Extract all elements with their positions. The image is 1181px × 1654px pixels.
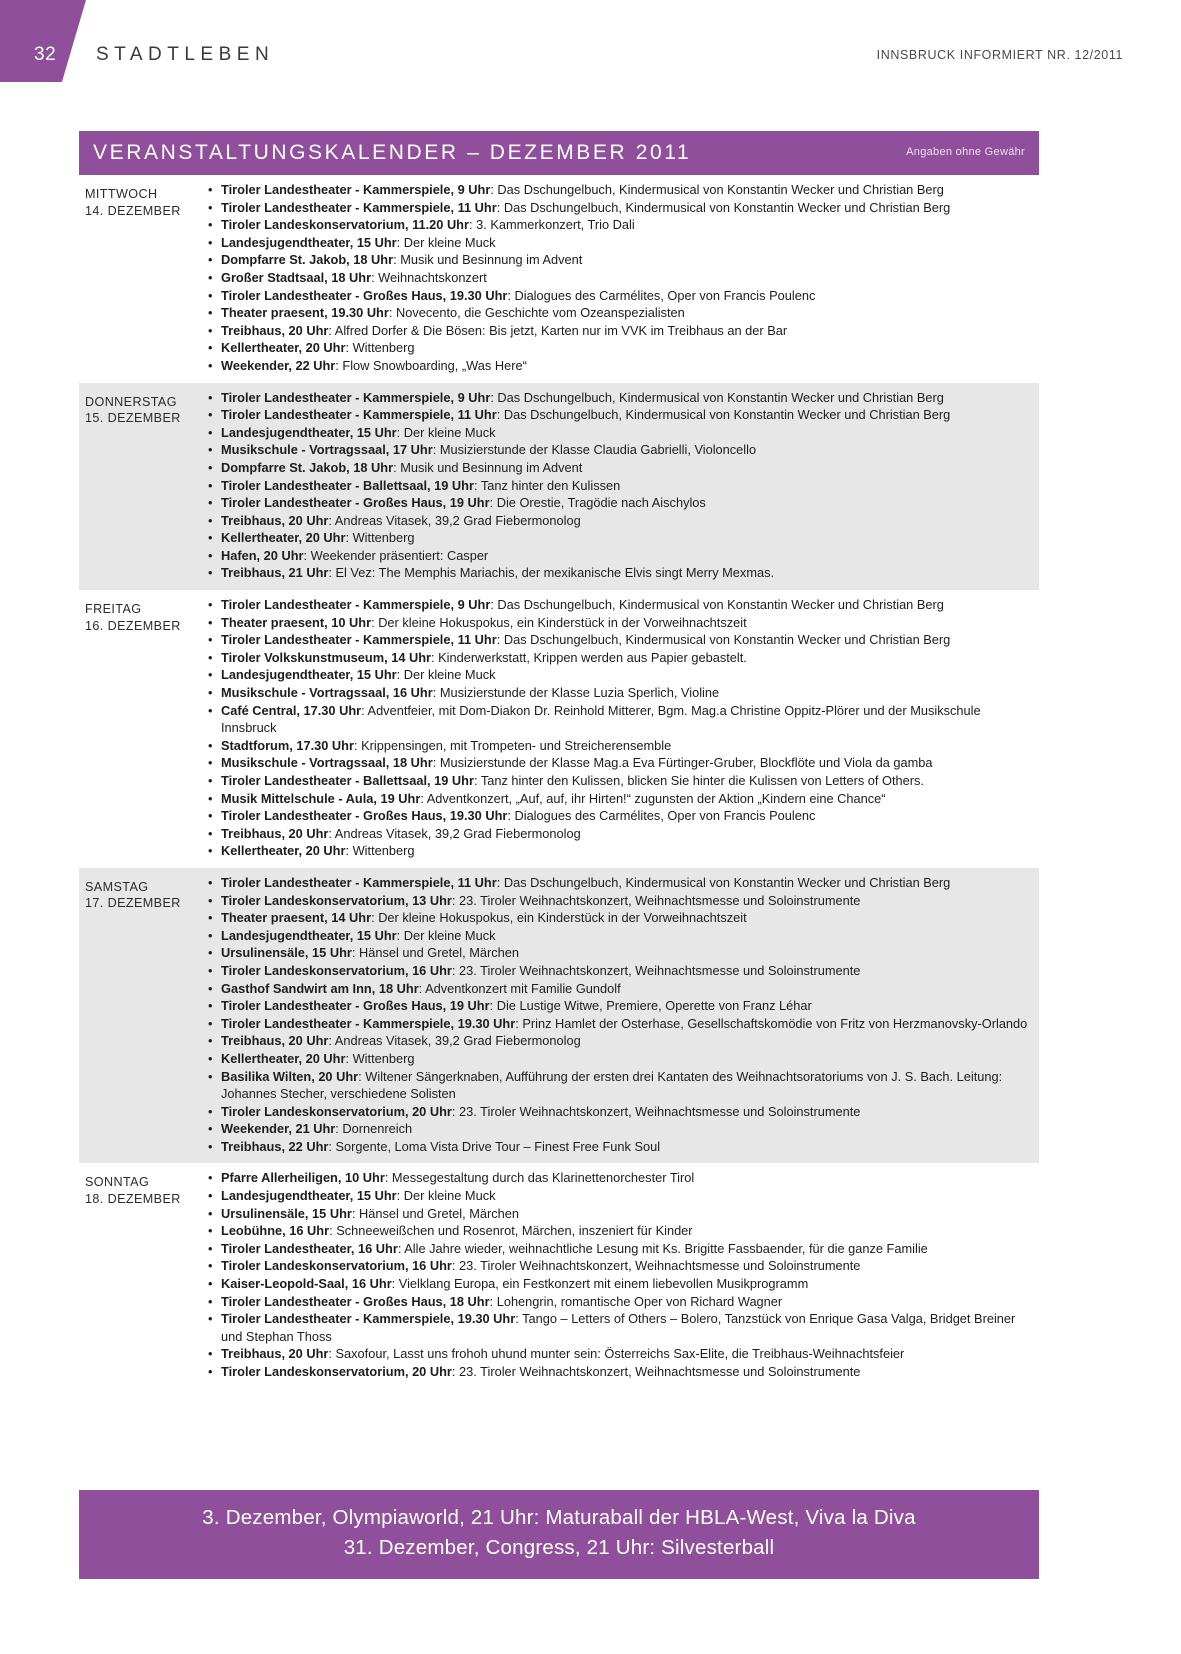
event-venue: Treibhaus, 20 Uhr (221, 512, 329, 528)
event-description: : 23. Tiroler Weihnachtskonzert, Weihnachtsmesse und Soloinstrumente (451, 892, 861, 908)
event-item (207, 441, 1029, 459)
event-item (207, 614, 1029, 632)
event-venue: Treibhaus, 20 Uhr (221, 825, 329, 841)
event-list (207, 389, 1029, 583)
event-venue: Tiroler Landestheater - Großes Haus, 19 Uhr (221, 998, 490, 1014)
event-item (207, 1187, 1029, 1205)
event-item (207, 181, 1029, 199)
event-venue: Tiroler Landeskonservatorium, 16 Uhr (221, 1258, 452, 1274)
event-item (207, 424, 1029, 442)
event-description: : Andreas Vitasek, 39,2 Grad Fiebermonolog (328, 825, 581, 841)
day-events (207, 389, 1039, 583)
event-description: : Weihnachtskonzert (371, 269, 487, 285)
event-description: : Dialogues des Carmélites, Oper von Francis Poulenc (507, 287, 816, 303)
event-item (207, 737, 1029, 755)
event-venue: Treibhaus, 22 Uhr (221, 1138, 329, 1154)
event-description: : 23. Tiroler Weihnachtskonzert, Weihnachtsmesse und Soloinstrumente (451, 1364, 861, 1379)
event-description: : Wittenberg (345, 530, 415, 546)
event-item (207, 649, 1029, 667)
event-description: : Andreas Vitasek, 39,2 Grad Fiebermonolog (328, 512, 581, 528)
event-venue: Tiroler Landestheater - Großes Haus, 19.30 Uhr (221, 808, 508, 824)
event-item (207, 1120, 1029, 1138)
event-venue: Treibhaus, 20 Uhr (221, 1033, 329, 1049)
event-venue: Tiroler Landestheater - Kammerspiele, 19.30 Uhr (221, 1015, 516, 1031)
event-item (207, 216, 1029, 234)
event-item (207, 251, 1029, 269)
event-description: : Andreas Vitasek, 39,2 Grad Fiebermonolog (328, 1033, 581, 1049)
event-item (207, 825, 1029, 843)
event-description: : Das Dschungelbuch, Kindermusical von Konstantin Wecker und Christian Berg (490, 389, 944, 405)
event-description: : Dialogues des Carmélites, Oper von Francis Poulenc (507, 808, 816, 824)
day-date: 18. DEZEMBER (85, 1191, 181, 1206)
event-item (207, 1275, 1029, 1293)
event-item (207, 666, 1029, 684)
event-item (207, 1103, 1029, 1121)
event-item (207, 1068, 1029, 1103)
event-description: : Musizierstunde der Klasse Claudia Gabrielli, Violoncello (432, 442, 757, 458)
event-description: : Hänsel und Gretel, Märchen (351, 945, 520, 961)
event-venue: Theater praesent, 19.30 Uhr (221, 305, 389, 321)
event-item (207, 234, 1029, 252)
event-description: : Der kleine Muck (396, 1188, 496, 1204)
event-item (207, 287, 1029, 305)
event-description: : Novecento, die Geschichte vom Ozeanspezialisten (388, 305, 685, 321)
event-list (207, 181, 1029, 375)
event-list (207, 1169, 1029, 1380)
event-venue: Dompfarre St. Jakob, 18 Uhr (221, 252, 394, 268)
event-venue: Treibhaus, 20 Uhr (221, 322, 329, 338)
event-item (207, 477, 1029, 495)
event-item (207, 1032, 1029, 1050)
event-venue: Tiroler Landeskonservatorium, 13 Uhr (221, 892, 452, 908)
event-description: : Der kleine Muck (396, 234, 496, 250)
event-venue: Tiroler Landestheater - Ballettsaal, 19 Uhr (221, 477, 474, 493)
event-item (207, 389, 1029, 407)
event-description: : Das Dschungelbuch, Kindermusical von Konstantin Wecker und Christian Berg (490, 597, 944, 613)
day-weekday: MITTWOCH (85, 187, 158, 201)
event-item (207, 1205, 1029, 1223)
event-description: : Adventkonzert mit Familie Gundolf (418, 980, 621, 996)
issue-info: INNSBRUCK INFORMIERT NR. 12/2011 (876, 48, 1123, 62)
event-item (207, 1293, 1029, 1311)
event-description: : Adventkonzert, „Auf, auf, ihr Hirten!“ zugunsten der Aktion „Kindern eine Chance“ (420, 790, 886, 806)
event-description: : El Vez: The Memphis Mariachis, der mexikanische Elvis singt Merry Mexmas. (328, 565, 775, 581)
section-title: STADTLEBEN (96, 44, 275, 65)
event-venue: Leobühne, 16 Uhr (221, 1223, 330, 1239)
event-venue: Weekender, 22 Uhr (221, 357, 336, 373)
event-description: : Flow Snowboarding, „Was Here“ (335, 357, 527, 373)
event-item (207, 842, 1029, 860)
event-venue: Landesjugendtheater, 15 Uhr (221, 667, 397, 683)
event-description: : Die Orestie, Tragödie nach Aischylos (489, 495, 706, 511)
event-description: : Weekender präsentiert: Casper (303, 547, 489, 563)
event-venue: Ursulinensäle, 15 Uhr (221, 945, 352, 961)
event-venue: Café Central, 17.30 Uhr (221, 702, 362, 718)
event-description: : Tanz hinter den Kulissen (473, 477, 621, 493)
event-description: : Kinderwerkstatt, Krippen werden aus Papier gebastelt. (431, 649, 747, 665)
event-item (207, 807, 1029, 825)
event-item (207, 1015, 1029, 1033)
day-weekday: SONNTAG (85, 1175, 150, 1190)
event-item (207, 494, 1029, 512)
event-description: : Adventfeier, mit Dom-Diakon Dr. Reinhold Mitterer, Bgm. Mag.a Christine Oppitz-Plörer und der Musikschule Innsbruck (221, 702, 981, 736)
event-item (207, 980, 1029, 998)
day-label (79, 181, 207, 375)
calendar-day-row (79, 383, 1039, 591)
banner-line-1: 3. Dezember, Olympiaworld, 21 Uhr: Maturaball der HBLA-West, Viva la Diva (202, 1506, 916, 1529)
event-description: : Der kleine Muck (396, 667, 496, 683)
event-description: : Musizierstunde der Klasse Luzia Sperlich, Violine (432, 685, 720, 701)
event-description: : Wiltener Sängerknaben, Aufführung der ersten drei Kantaten des Weihnachtsoratoriums von J. S. Bach. Leitung: Johannes Stecher, verschiedene Solisten (221, 1068, 1003, 1102)
day-events (207, 596, 1039, 860)
event-description: : Musik und Besinnung im Advent (393, 252, 583, 268)
event-item (207, 702, 1029, 737)
event-item (207, 1363, 1029, 1381)
event-description: : Prinz Hamlet der Osterhase, Gesellschaftskomödie von Fritz von Herzmanovsky-Orlando (515, 1015, 1028, 1031)
event-venue: Großer Stadtsaal, 18 Uhr (221, 269, 372, 285)
event-description: : Lohengrin, romantische Oper von Richard Wagner (489, 1293, 783, 1309)
event-description: : Alfred Dorfer & Die Bösen: Bis jetzt, Karten nur im VVK im Treibhaus an der Bar (328, 322, 788, 338)
event-venue: Tiroler Landestheater - Kammerspiele, 11 Uhr (221, 407, 497, 423)
event-item (207, 1257, 1029, 1275)
event-venue: Kellertheater, 20 Uhr (221, 530, 346, 546)
event-list (207, 596, 1029, 860)
event-description: : Musik und Besinnung im Advent (393, 459, 583, 475)
event-venue: Tiroler Landestheater - Kammerspiele, 11 Uhr (221, 199, 497, 215)
calendar-day-row (79, 868, 1039, 1164)
event-description: : Dornenreich (335, 1121, 413, 1137)
calendar-day-row (79, 175, 1039, 383)
calendar-disclaimer: Angaben ohne Gewähr (906, 146, 1025, 158)
event-venue: Kellertheater, 20 Uhr (221, 1050, 346, 1066)
day-label (79, 596, 207, 860)
event-description: : Die Lustige Witwe, Premiere, Operette von Franz Léhar (489, 998, 812, 1014)
event-venue: Tiroler Landeskonservatorium, 20 Uhr (221, 1103, 452, 1119)
event-venue: Tiroler Landestheater - Kammerspiele, 11 Uhr (221, 632, 497, 648)
day-label (79, 389, 207, 583)
event-description: : Das Dschungelbuch, Kindermusical von Konstantin Wecker und Christian Berg (496, 632, 951, 648)
event-item (207, 512, 1029, 530)
event-venue: Tiroler Landestheater - Kammerspiele, 9 Uhr (221, 597, 491, 613)
event-item (207, 1345, 1029, 1363)
event-item (207, 1222, 1029, 1240)
event-description: : Das Dschungelbuch, Kindermusical von Konstantin Wecker und Christian Berg (490, 182, 944, 197)
event-venue: Kellertheater, 20 Uhr (221, 843, 346, 859)
event-item (207, 631, 1029, 649)
event-item (207, 909, 1029, 927)
day-events (207, 181, 1039, 375)
event-venue: Tiroler Landestheater - Kammerspiele, 19.30 Uhr (221, 1311, 516, 1327)
event-venue: Tiroler Landestheater - Ballettsaal, 19 Uhr (221, 773, 474, 788)
event-description: : Wittenberg (345, 340, 415, 356)
event-venue: Landesjugendtheater, 15 Uhr (221, 927, 397, 943)
event-description: : Krippensingen, mit Trompeten- und Streicherensemble (353, 737, 672, 753)
event-description: : Alle Jahre wieder, weihnachtliche Lesung mit Ks. Brigitte Fassbaender, für die ganze Familie (397, 1240, 928, 1256)
event-venue: Musik Mittelschule - Aula, 19 Uhr (221, 790, 421, 806)
event-description: : Wittenberg (345, 1050, 415, 1066)
event-description: : Das Dschungelbuch, Kindermusical von Konstantin Wecker und Christian Berg (496, 199, 951, 215)
event-item (207, 684, 1029, 702)
event-venue: Weekender, 21 Uhr (221, 1121, 336, 1137)
event-venue: Dompfarre St. Jakob, 18 Uhr (221, 459, 394, 475)
event-description: : Schneeweißchen und Rosenrot, Märchen, inszeniert für Kinder (329, 1223, 693, 1239)
event-item (207, 1240, 1029, 1258)
event-venue: Treibhaus, 20 Uhr (221, 1346, 329, 1362)
event-item (207, 269, 1029, 287)
page-header (0, 0, 1181, 100)
banner-line-2: 31. Dezember, Congress, 21 Uhr: Silvesterball (343, 1536, 775, 1559)
event-item (207, 997, 1029, 1015)
event-description: : Vielklang Europa, ein Festkonzert mit einem liebevollen Musikprogramm (391, 1276, 809, 1292)
day-events (207, 1169, 1039, 1380)
event-list (207, 874, 1029, 1156)
event-item (207, 596, 1029, 614)
event-item (207, 564, 1029, 582)
calendar-days (79, 175, 1039, 1389)
event-venue: Tiroler Landestheater - Großes Haus, 19 Uhr (221, 495, 490, 511)
event-venue: Tiroler Landeskonservatorium, 11.20 Uhr (221, 217, 469, 233)
event-description: : Saxofour, Lasst uns frohoh uhund munter sein: Österreichs Sax-Elite, die Treibhaus-Weihnachtsfeier (328, 1346, 905, 1362)
event-venue: Basilika Wilten, 20 Uhr (221, 1068, 359, 1084)
event-description: : Messegestaltung durch das Klarinettenorchester Tirol (384, 1170, 695, 1186)
event-item (207, 754, 1029, 772)
event-item (207, 339, 1029, 357)
event-venue: Musikschule - Vortragssaal, 17 Uhr (221, 442, 433, 458)
event-venue: Tiroler Landestheater - Kammerspiele, 11 Uhr (221, 874, 497, 890)
event-venue: Ursulinensäle, 15 Uhr (221, 1205, 352, 1221)
event-item (207, 1310, 1029, 1345)
event-item (207, 874, 1029, 892)
event-venue: Theater praesent, 10 Uhr (221, 614, 372, 630)
event-description: : Tanz hinter den Kulissen, blicken Sie hinter die Kulissen von Letters of Others. (473, 773, 924, 788)
calendar-titlebar (79, 131, 1039, 175)
day-weekday: DONNERSTAG (85, 394, 177, 409)
event-venue: Hafen, 20 Uhr (221, 547, 304, 563)
event-venue: Theater praesent, 14 Uhr (221, 910, 372, 926)
day-label (79, 1169, 207, 1380)
event-item (207, 304, 1029, 322)
event-item (207, 459, 1029, 477)
event-item (207, 322, 1029, 340)
event-item (207, 962, 1029, 980)
event-venue: Landesjugendtheater, 15 Uhr (221, 234, 397, 250)
day-date: 16. DEZEMBER (85, 618, 181, 633)
event-venue: Musikschule - Vortragssaal, 18 Uhr (221, 755, 433, 771)
event-description: : Sorgente, Loma Vista Drive Tour – Finest Free Funk Soul (328, 1138, 661, 1154)
event-item (207, 547, 1029, 565)
highlight-banner (79, 1490, 1039, 1579)
event-venue: Landesjugendtheater, 15 Uhr (221, 1188, 397, 1204)
event-venue: Tiroler Landestheater - Großes Haus, 19.30 Uhr (221, 287, 508, 303)
event-item (207, 199, 1029, 217)
event-item (207, 1138, 1029, 1156)
event-description: : 23. Tiroler Weihnachtskonzert, Weihnachtsmesse und Soloinstrumente (451, 962, 861, 978)
page-number: 32 (34, 44, 57, 65)
event-item (207, 529, 1029, 547)
event-description: : Der kleine Hokuspokus, ein Kinderstück in der Vorweihnachtszeit (371, 910, 747, 926)
event-venue: Tiroler Landestheater, 16 Uhr (221, 1240, 398, 1256)
event-item (207, 944, 1029, 962)
event-description: : Das Dschungelbuch, Kindermusical von Konstantin Wecker und Christian Berg (496, 407, 951, 423)
event-venue: Treibhaus, 21 Uhr (221, 565, 329, 581)
day-weekday: FREITAG (85, 602, 142, 617)
calendar-day-row (79, 1163, 1039, 1388)
event-venue: Tiroler Landestheater - Kammerspiele, 9 Uhr (221, 182, 491, 197)
event-description: : Musizierstunde der Klasse Mag.a Eva Fürtinger-Gruber, Blockflöte und Viola da gamba (432, 755, 933, 771)
day-date: 14. DEZEMBER (85, 203, 181, 218)
event-description: : Der kleine Muck (396, 927, 496, 943)
event-description: : 23. Tiroler Weihnachtskonzert, Weihnachtsmesse und Soloinstrumente (451, 1103, 861, 1119)
event-description: : Hänsel und Gretel, Märchen (351, 1205, 520, 1221)
event-description: : Tango – Letters of Others – Bolero, Tanzstück von Enrique Gasa Valga, Bridget Breiner und Stephan Thoss (221, 1311, 1016, 1344)
event-item (207, 772, 1029, 790)
event-description: : Der kleine Hokuspokus, ein Kinderstück in der Vorweihnachtszeit (371, 614, 747, 630)
event-venue: Tiroler Landestheater - Großes Haus, 18 Uhr (221, 1293, 490, 1309)
event-description: : 23. Tiroler Weihnachtskonzert, Weihnachtsmesse und Soloinstrumente (451, 1258, 861, 1274)
event-item (207, 927, 1029, 945)
event-calendar (79, 131, 1039, 1389)
day-events (207, 874, 1039, 1156)
calendar-day-row (79, 590, 1039, 868)
day-date: 15. DEZEMBER (85, 411, 181, 426)
calendar-title: VERANSTALTUNGSKALENDER – DEZEMBER 2011 (93, 141, 692, 164)
event-venue: Gasthof Sandwirt am Inn, 18 Uhr (221, 980, 419, 996)
event-item (207, 790, 1029, 808)
event-venue: Tiroler Landestheater - Kammerspiele, 9 Uhr (221, 389, 491, 405)
event-venue: Tiroler Landeskonservatorium, 20 Uhr (221, 1364, 452, 1379)
event-item (207, 1050, 1029, 1068)
event-item (207, 892, 1029, 910)
event-item (207, 406, 1029, 424)
day-date: 17. DEZEMBER (85, 896, 181, 911)
event-venue: Kellertheater, 20 Uhr (221, 340, 346, 356)
day-weekday: SAMSTAG (85, 879, 149, 894)
day-label (79, 874, 207, 1156)
event-description: : Der kleine Muck (396, 424, 496, 440)
event-venue: Musikschule - Vortragssaal, 16 Uhr (221, 685, 433, 701)
event-venue: Landesjugendtheater, 15 Uhr (221, 424, 397, 440)
event-venue: Tiroler Volkskunstmuseum, 14 Uhr (221, 649, 432, 665)
page-corner-tab (0, 0, 86, 82)
event-description: : Wittenberg (345, 843, 415, 859)
event-item (207, 1169, 1029, 1187)
event-venue: Kaiser-Leopold-Saal, 16 Uhr (221, 1276, 392, 1292)
event-description: : Das Dschungelbuch, Kindermusical von Konstantin Wecker und Christian Berg (496, 874, 951, 890)
event-venue: Tiroler Landeskonservatorium, 16 Uhr (221, 962, 452, 978)
event-description: : 3. Kammerkonzert, Trio Dali (468, 217, 635, 233)
event-item (207, 357, 1029, 375)
event-venue: Stadtforum, 17.30 Uhr (221, 737, 354, 753)
event-venue: Pfarre Allerheiligen, 10 Uhr (221, 1170, 385, 1186)
